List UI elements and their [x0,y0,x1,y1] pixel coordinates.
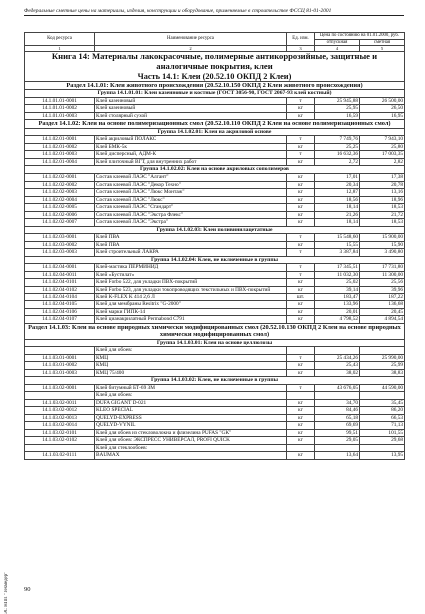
group-title: Группа 14.1.03.01: Клеи на основе целлюлозы [25,339,405,347]
table-row [25,136,405,144]
resource-name: Клей K-FLEX K 414 2,6 Л [95,293,287,301]
resource-name: Клей ПВА [95,234,287,242]
estimate-price: 26,50 [360,105,405,113]
group-title-row [25,256,405,264]
estimate-price: 15,90 [360,241,405,249]
table-row [25,286,405,293]
table-row [25,362,405,370]
section-title: Раздел 14.1.03: Клеи на основе природных химически модифицированных смол (20.52.10.130 ОКПД 2 Клеи на основе природных химически модифицированных смол) [25,323,405,339]
unit-cell: т [287,264,315,272]
col-number: 1 [25,46,95,52]
release-price: 17,01 [315,174,360,182]
resource-name: Клей дисперсный, АДМ-К [95,151,287,159]
unit-cell: кг [287,286,315,293]
group-title-row [25,339,405,347]
estimate-price: 25,56 [360,279,405,287]
price-table [24,32,405,460]
col-release-header: отпускная [315,39,360,46]
section-title-row [25,81,405,89]
group-title: Группа 14.1.02.01: Клеи на акриловой основе [25,128,405,136]
estimate-price: 26 500,00 [360,97,405,105]
estimate-price: 17 731,80 [360,264,405,272]
unit-cell: кг [287,219,315,227]
resource-code: 14.1.02.02-0005 [25,204,95,212]
part-title: Часть 14.1: Клеи (20.52.10 ОКПД 2 Клеи) [25,72,405,82]
estimate-price: 18,96 [360,196,405,204]
resource-name: Клей Forbo 523, для укладки токопроводящих текстильных и ПВХ-покрытий [95,286,287,293]
table-row [25,158,405,166]
estimate-price [360,392,405,400]
resource-code: 14.1.02.04-0101 [25,279,95,287]
unit-cell: кг [287,143,315,151]
estimate-price: 3 490,80 [360,249,405,257]
unit-cell: т [287,97,315,105]
resource-name: Клей битумный БТ-69 ЗМ [95,384,287,392]
resource-name: Клей БМК-5к [95,143,287,151]
release-price [315,444,360,452]
release-price: 4 798,52 [315,316,360,324]
col-number: 4 [315,46,360,52]
resource-name: Состав клеевой ЛАЭС "Декор Техно" [95,181,287,189]
release-price: 20,34 [315,181,360,189]
resource-code: 14.1.02.01-0004 [25,158,95,166]
table-row [25,437,405,445]
release-price: 2,72 [315,158,360,166]
release-price: 84,46 [315,407,360,415]
col-estimate-header: сметная [360,39,405,46]
release-price: 25,95 [315,105,360,113]
unit-cell: т [287,136,315,144]
unit-cell: кг [287,196,315,204]
table-row [25,293,405,301]
resource-code: 14.1.02.04-0011 [25,271,95,279]
release-price [315,392,360,400]
resource-code: 14.1.03.02-0011 [25,399,95,407]
table-row [25,196,405,204]
resource-code: 14.1.02.01-0003 [25,151,95,159]
unit-cell: кг [287,429,315,437]
release-price: 69,69 [315,422,360,430]
release-price: 7 749,76 [315,136,360,144]
estimate-price: 20,78 [360,181,405,189]
release-price: 29,05 [315,437,360,445]
estimate-price: 66,53 [360,414,405,422]
table-row [25,308,405,316]
resource-name: Клей плиточный ВГТ, для внутренних работ [95,158,287,166]
unit-cell: кг [287,174,315,182]
unit-cell: кг [287,399,315,407]
unit-cell: кг [287,105,315,113]
resource-code: 14.1.02.03-0002 [25,241,95,249]
resource-code: 14.1.02.02-0006 [25,211,95,219]
side-publisher-text: ЭС НПП "Техмедер" [4,572,9,614]
section-title-row [25,323,405,339]
estimate-price [360,444,405,452]
unit-cell: т [287,151,315,159]
resource-name: Клей строительный ЛАКРА [95,249,287,257]
table-row [25,105,405,113]
table-row [25,112,405,120]
section-title: Раздел 14.1.01: Клеи животного происхождения (20.52.10.150 ОКПД 2 Клеи животного происхождения) [25,81,405,89]
estimate-price: 18,53 [360,219,405,227]
unit-cell: кг [287,369,315,377]
resource-code: 14.1.03.02-0013 [25,414,95,422]
table-row [25,414,405,422]
group-title-row [25,377,405,385]
release-price: 43 676,05 [315,384,360,392]
resource-code: 14.1.03.02-0101 [25,429,95,437]
estimate-price: 86,20 [360,407,405,415]
resource-name: КМЦ 75/400 [95,369,287,377]
resource-code: 14.1.02.01-0001 [25,136,95,144]
release-price: 16,59 [315,112,360,120]
release-price: 65,18 [315,414,360,422]
resource-name: Состав клеевой ЛАЭС "Стандарт" [95,204,287,212]
table-row [25,204,405,212]
estimate-price: 11 300,00 [360,271,405,279]
col-name-header: Наименование ресурса [95,33,287,46]
release-price: 34,70 [315,399,360,407]
unit-cell: т [287,271,315,279]
release-price: 15 548,60 [315,234,360,242]
unit-cell: кг [287,181,315,189]
resource-code: 14.1.03.02-0111 [25,452,95,460]
release-price: 133,96 [315,301,360,309]
table-row [25,422,405,430]
resource-code: 14.1.03.01-0003 [25,369,95,377]
unit-cell: кг [287,407,315,415]
table-row [25,444,405,452]
resource-code: 14.1.02.04-0107 [25,316,95,324]
resource-code: 14.1.01.01-0001 [25,97,95,105]
release-price: 25,02 [315,279,360,287]
unit-cell: кг [287,158,315,166]
estimate-price: 35,45 [360,399,405,407]
group-title: Группа 14.1.03.02: Клеи, не включенные в группы [25,377,405,385]
unit-cell: кг [287,241,315,249]
estimate-price: 71,13 [360,422,405,430]
col-number: 5 [360,46,405,52]
unit-cell: кг [287,189,315,197]
unit-cell: кг [287,437,315,445]
release-price: 25 945,88 [315,97,360,105]
resource-code: 14.1.03.01-0001 [25,354,95,362]
resource-code [25,392,95,400]
resource-name: КМЦ [95,354,287,362]
resource-code [25,347,95,355]
resource-code: 14.1.02.02-0004 [25,196,95,204]
unit-cell: т [287,249,315,257]
resource-code [25,444,95,452]
unit-cell: кг [287,211,315,219]
resource-name: Клей «Бустилат» [95,271,287,279]
unit-cell: кг [287,301,315,309]
table-row [25,354,405,362]
resource-name: KLEO SPECIAL [95,407,287,415]
estimate-price: 39,96 [360,286,405,293]
release-price: 18,56 [315,196,360,204]
resource-name: Состав клеевой ЛАЭС "Экстра" [95,219,287,227]
resource-name: Клей-мастика ПЕРМИНИД [95,264,287,272]
unit-cell: т [287,234,315,242]
estimate-price: 2,82 [360,158,405,166]
column-header-row [25,33,405,40]
table-row [25,301,405,309]
table-row [25,241,405,249]
release-price: 21,26 [315,211,360,219]
resource-code: 14.1.03.01-0002 [25,362,95,370]
resource-code: 14.1.02.01-0002 [25,143,95,151]
group-title-row [25,90,405,98]
resource-name: Клей ПВА [95,241,287,249]
part-title-row [25,72,405,82]
release-price: 11 032,30 [315,271,360,279]
table-row [25,181,405,189]
estimate-price: 4 894,54 [360,316,405,324]
unit-cell: кг [287,112,315,120]
resource-code: 14.1.03.02-0001 [25,384,95,392]
release-price: 16 632,36 [315,151,360,159]
table-row [25,407,405,415]
page-number: 90 [24,586,31,593]
resource-code: 14.1.02.04-0102 [25,286,95,293]
estimate-price: 136,68 [360,301,405,309]
table-row [25,399,405,407]
resource-code: 14.1.02.03-0003 [25,249,95,257]
resource-name: Клей для обоев: [95,347,287,355]
resource-name: Клей казеиновый [95,105,287,113]
table-row [25,249,405,257]
col-number: 3 [287,46,315,52]
group-title: Группа 14.1.02.03: Клеи поливинилацетатные [25,226,405,234]
resource-code: 14.1.03.02-0012 [25,407,95,415]
estimate-price: 17,38 [360,174,405,182]
estimate-price: 25,80 [360,143,405,151]
resource-code: 14.1.02.04-0106 [25,308,95,316]
estimate-price: 15 900,00 [360,234,405,242]
resource-code: 14.1.02.04-0104 [25,293,95,301]
table-row [25,392,405,400]
unit-cell: кг [287,279,315,287]
estimate-price: 38,83 [360,369,405,377]
estimate-price: 13,95 [360,452,405,460]
release-price: 3 387,84 [315,249,360,257]
book-title-row [25,52,405,72]
release-price: 18,14 [315,204,360,212]
resource-code: 14.1.02.03-0001 [25,234,95,242]
resource-code: 14.1.02.02-0002 [25,181,95,189]
unit-cell [287,347,315,355]
group-title: Группа 14.1.02.02: Клеи на основе акриловых сополимеров [25,166,405,174]
resource-name: DUFA GIGANT D-021 [95,399,287,407]
unit-cell: т [287,354,315,362]
resource-name: Клей Forbo 522, для укладки ПВХ-покрытий [95,279,287,287]
table-row [25,316,405,324]
table-row [25,174,405,182]
table-row [25,271,405,279]
resource-name: Состав клеевой ЛАЭС "Алгант" [95,174,287,182]
section-title: Раздел 14.1.02: Клеи на основе полимеризационных смол (20.52.10.110 ОКПД 2 Клеи на основе полимеризационных смол) [25,120,405,128]
estimate-price: 16,95 [360,112,405,120]
resource-name: Клей казеиновый [95,97,287,105]
resource-code: 14.1.02.04-0001 [25,264,95,272]
resource-code: 14.1.02.04-0105 [25,301,95,309]
resource-name: Состав клеевой ЛАЭС "Люкс" [95,196,287,204]
table-row [25,143,405,151]
estimate-price: 101,55 [360,429,405,437]
table-row [25,384,405,392]
resource-name: Клей для стеклообоев: [95,444,287,452]
estimate-price: 20,45 [360,308,405,316]
resource-code: 14.1.03.02-0014 [25,422,95,430]
resource-code: 14.1.02.02-0007 [25,219,95,227]
table-row [25,347,405,355]
group-title: Группа 14.1.01.01: Клеи казеиновые и костные (ГОСТ 3056-90, ГОСТ 2067-93 клей костный) [25,90,405,98]
estimate-price: 29,68 [360,437,405,445]
col-price-header: Цена по состоянию на 01.01.2000, руб. [315,33,405,40]
resource-name: QUELYD-EXPRESS [95,414,287,422]
table-row [25,151,405,159]
estimate-price: 13,16 [360,189,405,197]
release-price: 183,47 [315,293,360,301]
unit-cell [287,392,315,400]
group-title-row [25,128,405,136]
resource-name: BAUMAX [95,452,287,460]
release-price: 15,55 [315,241,360,249]
estimate-price [360,347,405,355]
unit-cell: шт. [287,293,315,301]
unit-cell: кг [287,362,315,370]
release-price [315,347,360,355]
unit-cell: кг [287,422,315,430]
unit-cell: т [287,384,315,392]
group-title: Группа 14.1.02.04: Клеи, не включенные в группы [25,256,405,264]
col-number: 2 [95,46,287,52]
release-price: 25,25 [315,143,360,151]
section-title-row [25,120,405,128]
resource-name: Клей для обоев: ЭКСПРЕСС УНИВЕРСАЛ, PROFI QUICK [95,437,287,445]
resource-name: КМЦ [95,362,287,370]
resource-code: 14.1.02.02-0001 [25,174,95,182]
release-price: 38,02 [315,369,360,377]
unit-cell [287,444,315,452]
table-row [25,219,405,227]
release-price: 25 434,26 [315,354,360,362]
estimate-price: 7 943,10 [360,136,405,144]
resource-code: 14.1.01.01-0002 [25,105,95,113]
table-row [25,234,405,242]
running-header: Федеральные сметные цены на материалы, изделия, конструкции и оборудование, применяемые в строительстве ФССЦ 81-01-2001 [24,8,404,16]
resource-name: QUELYD-VYNIL [95,422,287,430]
estimate-price: 25,99 [360,362,405,370]
table-row [25,97,405,105]
release-price: 18,14 [315,219,360,227]
table-row [25,452,405,460]
estimate-price: 187,22 [360,293,405,301]
release-price: 25,43 [315,362,360,370]
resource-name: Клей для обоев: [95,392,287,400]
release-price: 39,14 [315,286,360,293]
group-title-row [25,226,405,234]
unit-cell: кг [287,316,315,324]
table-row [25,429,405,437]
release-price: 12,87 [315,189,360,197]
unit-cell: кг [287,204,315,212]
table-row [25,189,405,197]
resource-name: Клей марки ГИПК-14 [95,308,287,316]
unit-cell: кг [287,414,315,422]
table-row [25,369,405,377]
resource-code: 14.1.02.02-0003 [25,189,95,197]
resource-name: Клей акриловый ПОЛАКС [95,136,287,144]
estimate-price: 18,53 [360,204,405,212]
resource-name: Состав клеевой ЛАЭС "Люкс Монтаж" [95,189,287,197]
resource-name: Клей для обоев из стекловолокна и флизелина PUFAS "GK" [95,429,287,437]
unit-cell: кг [287,452,315,460]
table-row [25,279,405,287]
col-code-header: Код ресурса [25,33,95,46]
col-unit-header: Ед. изм. [287,33,315,46]
release-price: 20,01 [315,308,360,316]
estimate-price: 21,72 [360,211,405,219]
resource-name: Клей для мембраны Resitrix "G-2000" [95,301,287,309]
book-title: Книга 14: Материалы лакокрасочные, полимерные антикоррозийные, защитные и аналогичные покрытия, клеи [25,52,405,72]
resource-code: 14.1.01.01-0003 [25,112,95,120]
resource-name: Клей столярный сухой [95,112,287,120]
release-price: 17 345,51 [315,264,360,272]
estimate-price: 25 990,00 [360,354,405,362]
release-price: 99,51 [315,429,360,437]
resource-code: 14.1.03.02-0102 [25,437,95,445]
group-title-row [25,166,405,174]
table-row [25,264,405,272]
resource-name: Состав клеевой ЛАЭС "Экстра Флекс" [95,211,287,219]
unit-cell: кг [287,308,315,316]
release-price: 13,64 [315,452,360,460]
table-row [25,211,405,219]
estimate-price: 17 003,35 [360,151,405,159]
resource-name: Клей цианакрилатный Permabond C791 [95,316,287,324]
estimate-price: 44 590,00 [360,384,405,392]
